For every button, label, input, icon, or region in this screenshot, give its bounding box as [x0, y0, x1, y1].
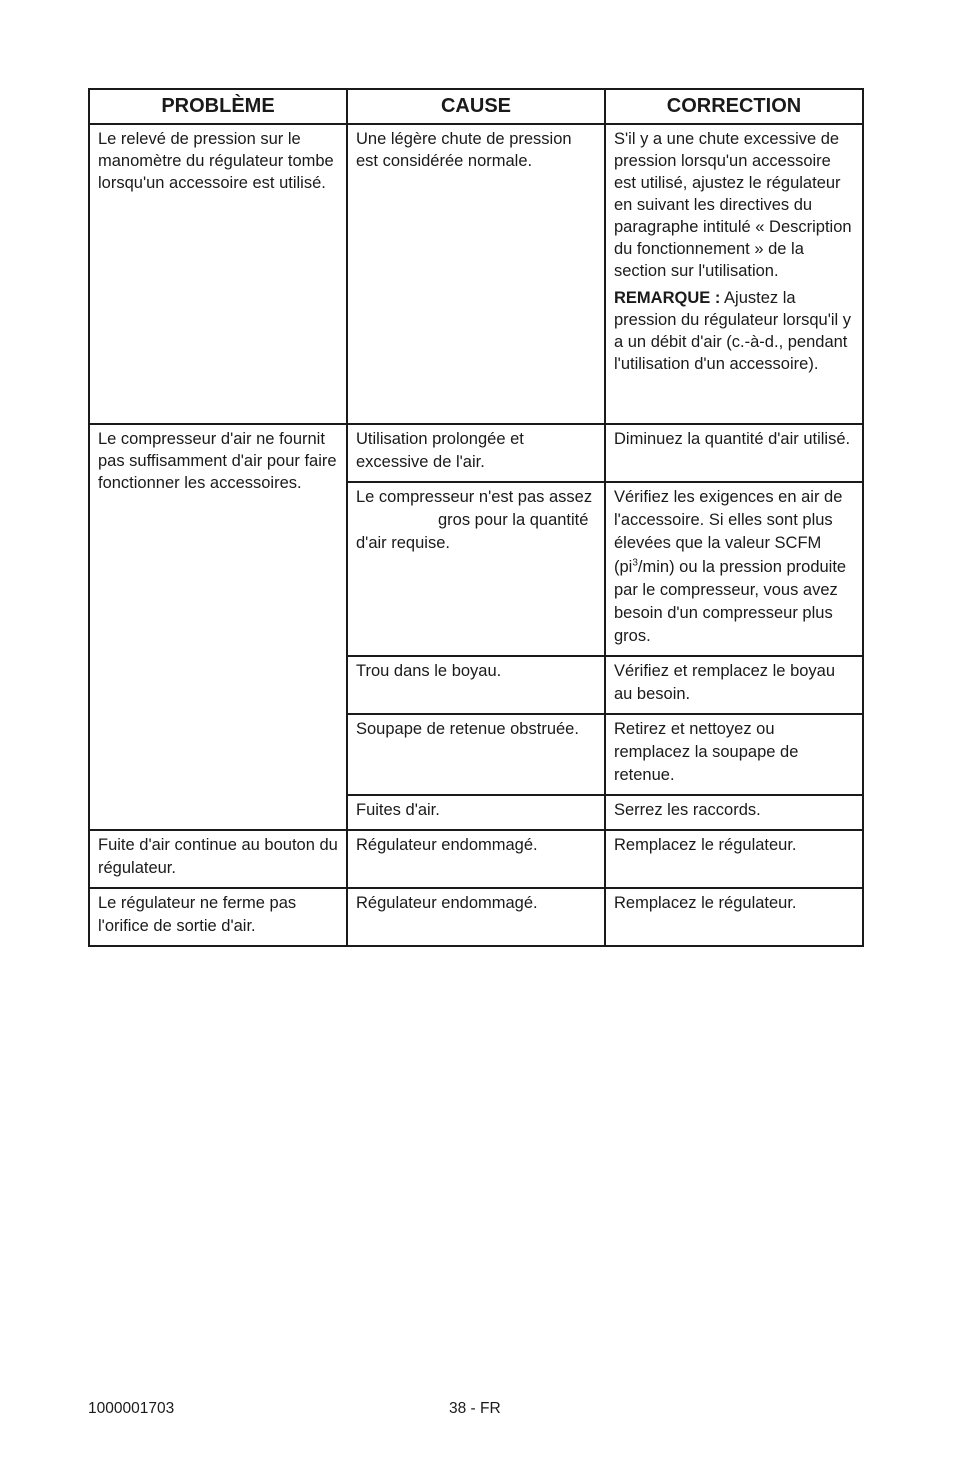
- cause-cell: Utilisation prolongée et excessive de l'air.: [347, 424, 605, 482]
- correction-cell: Remplacez le régulateur.: [605, 888, 863, 946]
- note-text: Ajustez la pression du régulateur lorsqu'il y a un débit d'air (c.-à-d., pendant l'utilisation d'un accessoire).: [614, 289, 852, 373]
- correction-cell: Diminuez la quantité d'air utilisé.: [605, 424, 863, 482]
- table-row: [89, 888, 863, 946]
- cause-cell: Fuites d'air.: [347, 795, 605, 830]
- note: [614, 287, 854, 375]
- correction-cell: Vérifiez et remplacez le boyau au besoin.: [605, 656, 863, 714]
- problem-cell: Fuite d'air continue au bouton du régulateur.: [89, 830, 347, 888]
- correction-cell: Vérifiez les exigences en air de l'accessoire. Si elles sont plus élevées que la valeur SCFM $(pi^3/\min)$ ou la pression produite par le compresseur, vous avez besoin d'un compresseur plus gros.: [605, 482, 863, 656]
- correction-cell: Serrez les raccords.: [605, 795, 863, 830]
- correction-cell: Remplacez le régulateur.: [605, 830, 863, 888]
- header-correction: CORRECTION: [605, 89, 863, 124]
- problem-cell: Le régulateur ne ferme pas l'orifice de sortie d'air.: [89, 888, 347, 946]
- header-cause: CAUSE: [347, 89, 605, 124]
- problem-cell: Le compresseur d'air ne fournit pas suffisamment d'air pour faire fonctionner les accessoires.: [89, 424, 347, 830]
- header-problem: PROBLÈME: [89, 89, 347, 124]
- problem-cell: Le relevé de pression sur le manomètre du régulateur tombe lorsqu'un accessoire est utilisé.: [89, 124, 347, 424]
- page-number: 38 - FR: [449, 1400, 501, 1417]
- table-row: [89, 830, 863, 888]
- cause-cell: Le compresseur n'est pas assezgros pour la quantité d'air requise.: [347, 482, 605, 656]
- note-label: REMARQUE :: [614, 289, 721, 307]
- troubleshooting-table: [88, 88, 864, 947]
- cause-cell: Une légère chute de pression est considérée normale.: [347, 124, 605, 424]
- correction-cell: Retirez et nettoyez ou remplacez la soupape de retenue.: [605, 714, 863, 795]
- cause-cell: Trou dans le boyau.: [347, 656, 605, 714]
- document-number: 1000001703: [88, 1400, 175, 1417]
- table-header-row: [89, 89, 863, 124]
- table-row: [89, 124, 863, 424]
- correction-text: S'il y a une chute excessive de pression lorsqu'un accessoire est utilisé, ajustez le régulateur en suivant les directives du paragraphe intitulé « Description du fonctionnement » de la section sur l'utilisation.: [614, 130, 852, 280]
- correction-cell: [605, 124, 863, 424]
- cause-cell: Régulateur endommagé.: [347, 830, 605, 888]
- table-row: [89, 424, 863, 482]
- cause-cell: Soupape de retenue obstruée.: [347, 714, 605, 795]
- cause-cell: Régulateur endommagé.: [347, 888, 605, 946]
